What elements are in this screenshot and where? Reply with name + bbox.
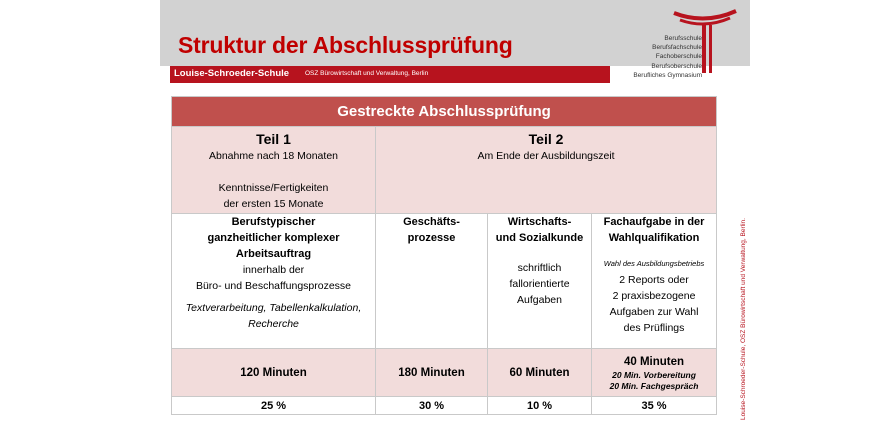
exam-structure-table: [171, 96, 717, 415]
col4-title: Wahlqualifikation: [608, 232, 700, 244]
minutes-value: 180 Minuten: [398, 366, 465, 379]
vertical-footer-text: Louise-Schroeder-Schule, OSZ Bürowirtschaft und Verwaltung, Berlin.: [740, 218, 747, 420]
col3-minutes: [488, 349, 592, 397]
school-name: Louise-Schroeder-Schule: [174, 68, 290, 79]
col4-text: 2 Reports oder: [619, 274, 689, 286]
col4-text: des Prüflings: [623, 322, 685, 334]
school-type-item: Berufliches Gymnasium: [633, 71, 702, 79]
col4-title: Fachaufgabe in der: [603, 216, 705, 228]
col3-title: und Sozialkunde: [495, 232, 584, 244]
col1-italic: Textverarbeitung, Tabellenkalkulation,: [185, 302, 362, 314]
minutes-value: 60 Minuten: [509, 366, 570, 379]
col4-text: Aufgaben zur Wahl: [609, 306, 699, 318]
col4-desc: [592, 214, 717, 349]
col2-percent: 30 %: [376, 397, 488, 415]
teil2-title: Teil 2: [528, 131, 564, 147]
col3-text: fallorientierte: [509, 278, 570, 290]
col1-text: innerhalb der: [242, 264, 305, 276]
slide: [160, 0, 750, 430]
school-type-item: Berufsoberschule: [651, 62, 702, 70]
teil1-text: Kenntnisse/Fertigkeiten: [218, 182, 329, 194]
col3-desc: [488, 214, 592, 349]
minutes-sub: 20 Min. Fachgespräch: [609, 380, 699, 391]
minutes-sub: 20 Min. Vorbereitung: [612, 369, 696, 380]
col4-percent: 35 %: [592, 397, 717, 415]
col3-percent: 10 %: [488, 397, 592, 415]
col3-text: Aufgaben: [517, 294, 562, 306]
school-type-item: Berufsfachschule: [652, 44, 702, 52]
page-title: Struktur der Abschlussprüfung: [178, 32, 513, 58]
school-types-list: [633, 34, 702, 80]
table-heading: Gestreckte Abschlussprüfung: [172, 97, 717, 127]
teil1-text: Abnahme nach 18 Monaten: [208, 150, 338, 162]
minutes-value: 120 Minuten: [240, 366, 307, 379]
col1-desc: [172, 214, 376, 349]
col1-percent: 25 %: [172, 397, 376, 415]
school-type-item: Fachoberschule: [655, 53, 702, 61]
col3-title: Wirtschafts-: [507, 216, 572, 228]
col1-italic: Recherche: [248, 318, 299, 330]
col3-text: schriftlich: [517, 262, 562, 274]
col1-text: Büro- und Beschaffungsprozesse: [195, 280, 352, 292]
col1-minutes: [172, 349, 376, 397]
col2-title: prozesse: [407, 232, 456, 244]
teil1-title: Teil 1: [256, 131, 291, 147]
teil1-cell: [172, 127, 376, 214]
teil1-text: der ersten 15 Monate: [223, 198, 324, 210]
school-subtitle: OSZ Bürowirtschaft und Verwaltung, Berlin: [305, 70, 429, 77]
col2-desc: [376, 214, 488, 349]
teil2-text: Am Ende der Ausbildungszeit: [477, 150, 615, 162]
col1-title: ganzheitlicher komplexer: [207, 232, 340, 244]
col4-small-italic: Wahl des Ausbildungsbetriebs: [603, 259, 705, 268]
col1-title: Arbeitsauftrag: [235, 248, 312, 260]
col1-title: Berufstypischer: [231, 216, 316, 228]
col2-minutes: [376, 349, 488, 397]
school-type-item: Berufsschule: [664, 35, 702, 42]
minutes-value: 40 Minuten: [623, 355, 685, 368]
teil2-cell: [376, 127, 717, 214]
col4-text: 2 praxisbezogene: [612, 290, 696, 302]
col2-title: Geschäfts-: [403, 216, 460, 228]
col4-minutes: [592, 349, 717, 397]
